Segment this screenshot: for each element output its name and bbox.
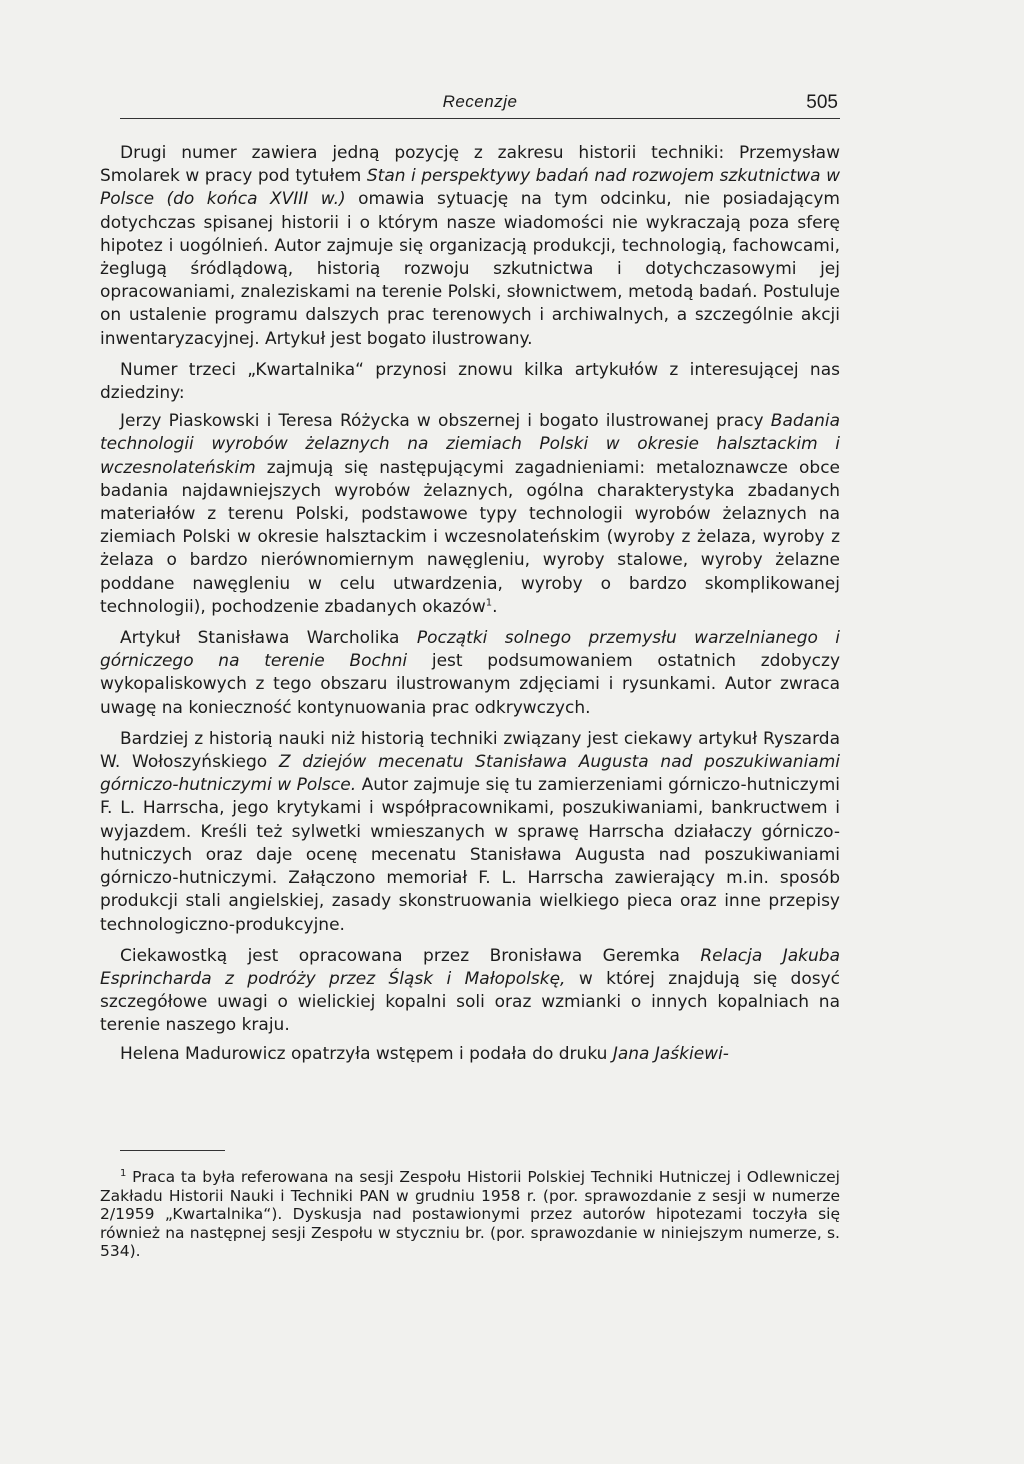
- page-header: [120, 88, 840, 119]
- text-run: Numer trzeci „Kwartalnika“ przynosi znowu kilka artykułów z interesującej nas dziedziny:: [100, 359, 840, 404]
- text-run: omawia sytuację na tym odcinku, nie posiadającym dotychczas spisanej historii i o którym nasze wiadomości nie wykraczają poza sferę hipotez i uogólnień. Autor zajmuje się organizacją produkcji, technologią, fachowcami, żeglugą śródlądową, historią rozwoju szkutnictwa i dotychczasowymi jej opracowaniami, znaleziskami na terenie Polski, słownictwem, metodą badań. Postuluje on ustalenie programu dalszych prac terenowych i archiwalnych, a szczególnie akcji inwentaryzacyjnej. Artykuł jest bogato ilustrowany.: [100, 189, 840, 349]
- body-text: [100, 142, 840, 1071]
- paragraph-numer-trzeci: [100, 359, 840, 405]
- footnote: [100, 1168, 840, 1261]
- footnote-marker: 1: [120, 1167, 127, 1179]
- paragraph-madurowicz: [100, 1043, 840, 1066]
- text-run: Drugi numer zawiera jedną pozycję z zakresu historii techniki: Przemysław Smolarek w pracy pod tytułem: [100, 143, 840, 187]
- text-run: zajmują się następującymi zagadnieniami: metaloznawcze obce badania najdawniejszych wyrobów żelaznych, ogólna charakterystyka zbadanych materiałów z terenu Polski, podstawowe typy technologii wyrobów żelaznych na ziemiach Polski w okresie halsztackim i wczesnolateńskim (wyroby z żelaza, wyroby z żelaza o bardzo nierównomiernym nawęgleniu, wyroby stalowe, wyroby żelazne poddane nawęgleniu w celu utwardzenia, wyroby o bardzo skomplikowanej technologii), pochodzenie zbadanych okazów: [100, 457, 840, 617]
- text-run: Jerzy Piaskowski i Teresa Różycka w obszernej i bogato ilustrowanej pracy: [120, 411, 771, 432]
- page-number: 505: [806, 92, 838, 113]
- footnote-divider: [120, 1150, 225, 1151]
- text-run: Praca ta była referowana na sesji Zespołu Historii Polskiej Techniki Hutniczej i Odlewniczej Zakładu Historii Nauki i Techniki PAN w grudniu 1958 r. (por. sprawozdanie z sesji w numerze 2/1959 „Kwartalnika“). Dyskusja nad postawionymi przez autorów hipotezami toczyła się również na następnej sesji Zespołu w styczniu br. (por. sprawozdanie w niniejszym numerze, s. 534).: [100, 1168, 840, 1260]
- text-run: Bardziej z historią nauki niż historią techniki związany jest ciekawy artykuł Ryszarda W. Wołoszyńskiego: [100, 728, 840, 773]
- paragraph-piaskowski: [100, 410, 840, 619]
- text-run: jest podsumowaniem ostatnich zdobyczy wykopaliskowych z tego obszaru ilustrowanym zdjęciami i rysunkami. Autor zwraca uwagę na konieczność kontynuowania prac odkrywczych.: [100, 651, 841, 718]
- text-run: Ciekawostką jest opracowana przez Bronisława Geremka: [120, 945, 701, 966]
- italic-title: Początki solnego przemysłu warzelnianego i górniczego na terenie Bochni: [100, 628, 841, 672]
- paragraph-woloszynski: [100, 728, 840, 937]
- text-run: Autor zajmuje się tu zamierzeniami górniczo-hutniczymi F. L. Harrscha, jego krytykami i współpracownikami, poszukiwaniami, bankructwem i wyjazdem. Kreśli też sylwetki wmieszanych w sprawę Harrscha działaczy górniczo-hutniczych oraz daje ocenę mecenatu Stanisława Augusta nad poszukiwaniami górniczo-hutniczymi. Załączono memoriał F. L. Harrscha zawierający m.in. sposób produkcji stali angielskiej, zasady skonstruowania wielkiego pieca oraz inne przepisy technologiczno-produkcyjne.: [100, 775, 841, 935]
- italic-title: Badania technologii wyrobów żelaznych na ziemiach Polski w okresie halsztackim i wczesnolateńskim: [100, 411, 840, 478]
- paragraph-warcholik: [100, 627, 840, 720]
- running-title: Recenzje: [442, 92, 518, 111]
- paragraph-geremek: [100, 945, 840, 1038]
- italic-title: Z dziejów mecenatu Stanisława Augusta nad poszukiwaniami górniczo-hutniczymi w Polsce.: [100, 752, 840, 796]
- italic-title: Jana Jaśkiewi-: [612, 1043, 729, 1064]
- paragraph-smolarek: [100, 142, 840, 351]
- text-run: Artykuł Stanisława Warcholika: [120, 628, 417, 649]
- footnote-marker: 1: [485, 597, 493, 609]
- italic-title: Relacja Jakuba Esprincharda z podróży przez Śląsk i Małopolskę,: [100, 945, 840, 989]
- text-run: .: [492, 596, 498, 617]
- text-run: Helena Madurowicz opatrzyła wstępem i podała do druku: [120, 1043, 613, 1064]
- text-run: w której znajdują się dosyć szczegółowe uwagi o wielickiej kopalni soli oraz wzmianki o innych kopalniach na terenie naszego kraju.: [100, 968, 840, 1036]
- italic-title: Stan i perspektywy badań nad rozwojem szkutnictwa w Polsce (do końca XVIII w.): [100, 166, 840, 210]
